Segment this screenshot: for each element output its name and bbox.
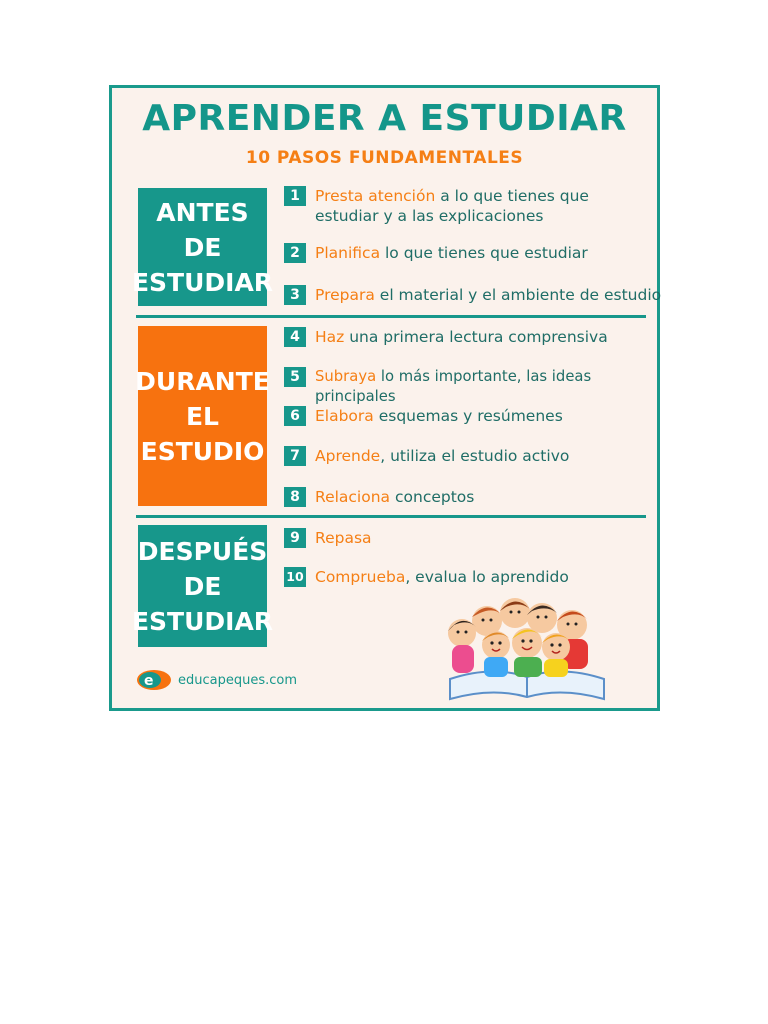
infographic-poster (109, 85, 660, 711)
step-text (315, 487, 655, 507)
step-text (315, 285, 675, 305)
step-rest: lo más importante, las ideas principales (315, 368, 592, 405)
step-text (315, 243, 655, 263)
step-text (315, 446, 655, 466)
children-reading-illustration (432, 593, 622, 703)
step-number: 7 (284, 446, 306, 466)
poster-subtitle: 10 PASOS FUNDAMENTALES (245, 148, 524, 168)
phase-label-line: DE (183, 232, 222, 262)
step-number: 5 (284, 367, 306, 387)
step-number: 1 (284, 186, 306, 206)
step-rest: lo que tienes que estudiar (380, 244, 588, 262)
step-rest: , utiliza el estudio activo (380, 447, 570, 465)
step-keyword: Subraya (315, 368, 377, 385)
step-number: 9 (284, 528, 306, 548)
step-number: 3 (284, 285, 306, 305)
step-keyword: Haz (315, 328, 345, 346)
phase-label-line: DESPUÉS (137, 536, 268, 566)
step-keyword: Elabora (315, 407, 374, 425)
phase-label-line: ESTUDIO (140, 436, 265, 466)
step-text (315, 528, 655, 548)
phase-label-line: ESTUDIAR (131, 267, 274, 297)
step-keyword: Aprende (315, 447, 381, 465)
step-keyword: Planifica (315, 244, 381, 262)
step-rest: conceptos (390, 488, 475, 506)
step-rest: una primera lectura comprensiva (344, 328, 608, 346)
step-rest: el material y el ambiente de estudio (374, 286, 662, 304)
phase-before-study (131, 188, 274, 306)
step-keyword: Relaciona (315, 488, 391, 506)
step-text (315, 327, 655, 347)
step-text (315, 567, 655, 587)
phase-label-line: DE (183, 571, 222, 601)
step-text (315, 367, 660, 407)
step-number: 4 (284, 327, 306, 347)
step-keyword: Presta atención (315, 187, 436, 205)
step-rest: a lo que tienes que estudiar y a las explicaciones (315, 187, 589, 225)
step-number: 6 (284, 406, 306, 426)
step-rest: esquemas y resúmenes (373, 407, 563, 425)
section-divider (136, 515, 646, 518)
logo-mark-icon (136, 669, 172, 691)
step-number: 8 (284, 487, 306, 507)
educapeques-logo[interactable] (136, 666, 297, 694)
phase-after-study (131, 525, 274, 647)
step-text (315, 186, 655, 226)
poster-title: APRENDER A ESTUDIAR (142, 98, 627, 139)
phase-label-line: DURANTE (135, 366, 270, 396)
step-keyword: Repasa (315, 529, 372, 547)
phase-label-line: EL (185, 401, 219, 431)
step-number: 10 (284, 567, 306, 587)
step-number: 2 (284, 243, 306, 263)
step-text (315, 406, 655, 426)
step-keyword: Comprueba (315, 568, 406, 586)
phase-label-line: ESTUDIAR (131, 606, 274, 636)
step-keyword: Prepara (315, 286, 375, 304)
phase-label-line: ANTES (156, 197, 249, 227)
section-divider (136, 315, 646, 318)
step-rest: , evalua lo aprendido (405, 568, 569, 586)
phase-during-study (135, 326, 270, 506)
svg-text:e: e (144, 673, 154, 689)
logo-text: educapeques.com (178, 672, 298, 688)
